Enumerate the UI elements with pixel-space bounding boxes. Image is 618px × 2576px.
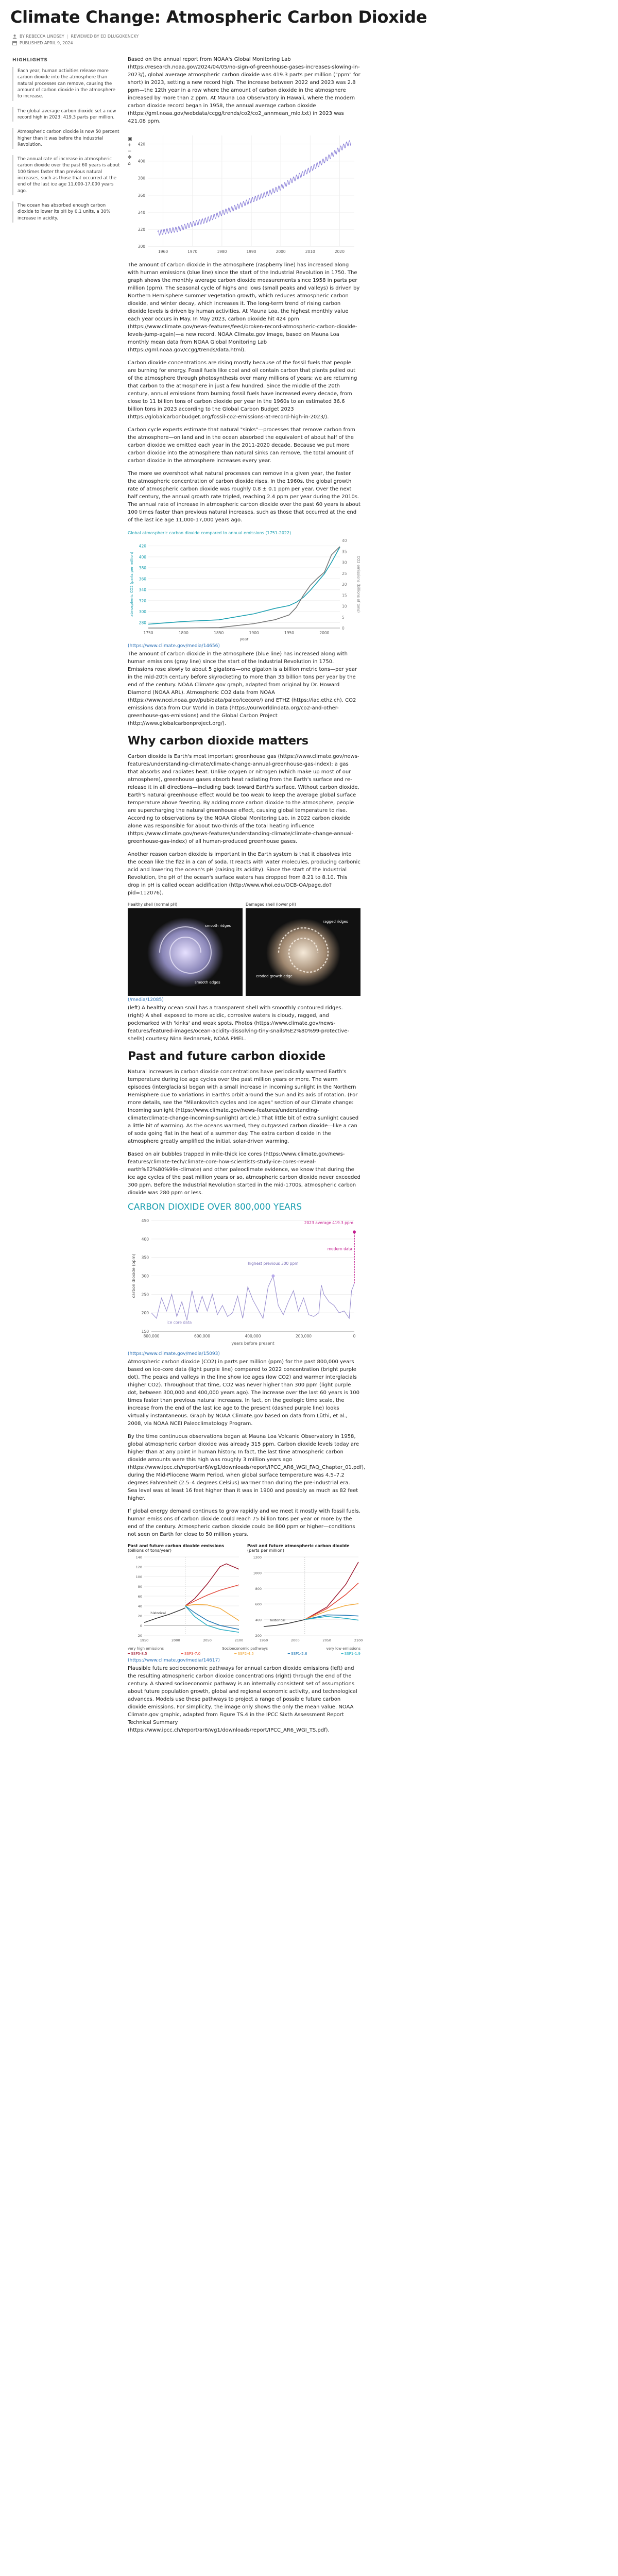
- section-heading: Past and future carbon dioxide: [128, 1050, 326, 1063]
- chart-toolbar: [128, 137, 135, 166]
- intro-paragraph: Based on the annual report from NOAA's Global Monitoring Lab (https://research.noaa.gov/2024/04/05/no-sign-of-greenhouse-gases-increases-slowing-in-2023/), global average atmospheric carbon dioxide was 419.3 parts per million ("ppm" for short) in 2023, setting a new record high. The increase between 2022 and 2023 was 2.8 ppm—the 12th year in a row where the amount of carbon dioxide in the atmosphere increased by more than 2 ppm. At Mauna Loa Observatory in Hawaii, where the modern carbon dioxide record began in 1958, the annual average carbon dioxide (https://gml.noaa.gov/webdata/ccgg/trends/co2/co2_annmean_mlo.txt) in 2023 was 421.08 ppm.: [128, 57, 360, 124]
- home-icon[interactable]: ⌂: [128, 161, 131, 166]
- y-tick-label: 200: [255, 1634, 262, 1638]
- article-body: [128, 56, 366, 1739]
- emissions-chart: [128, 529, 360, 641]
- x-tick-label: 1970: [187, 249, 198, 254]
- y-tick-label-left: 340: [139, 587, 146, 592]
- co2-monthly-line: [158, 141, 351, 235]
- date-row: [12, 41, 139, 45]
- y-axis-label-left: atmospheric CO2 (parts per million): [130, 552, 134, 617]
- highlight-item: The annual rate of increase in atmospheric carbon dioxide over the past 60 years is about 100 times faster than previous natural increases, such as those that occurred at the end of the last ice age 11,000-17,000 years ago.: [12, 155, 121, 195]
- previous-high-dot: [271, 1275, 274, 1278]
- calendar-icon: [12, 41, 17, 45]
- section-heading: Why carbon dioxide matters: [128, 735, 308, 748]
- y-axis-label-right: CO2 emissions (billions of tons): [356, 555, 360, 613]
- y-tick-label: 340: [138, 210, 145, 215]
- x-tick-label: 2050: [203, 1638, 212, 1642]
- figure-800k: [128, 1215, 360, 1349]
- scenario-legend-item: ━ SSP2-4.5: [234, 1652, 254, 1656]
- historical-line: [144, 1608, 185, 1623]
- x-tick-label: 1990: [246, 249, 256, 254]
- mauna-loa-chart: [128, 130, 360, 259]
- healthy-shell-image: [128, 908, 243, 996]
- paragraph: If global energy demand continues to grow rapidly and we meet it mostly with fossil fuels, human emissions of carbon dioxide could reach 75 billion tons per year or more by the end of the century. Atmospheric carbon dioxide could be 800 ppm or higher—conditions not seen on Earth for close to 50 million years.: [128, 1509, 360, 1537]
- x-tick-label: 2100: [354, 1638, 363, 1642]
- annotation-highest: highest previous 300 ppm: [248, 1261, 299, 1266]
- x-tick-label: 600,000: [194, 1334, 211, 1338]
- y-axis-label: carbon dioxide (ppm): [131, 1253, 136, 1298]
- photo-tag: eroded growth edge: [256, 974, 293, 978]
- y-tick-label: 120: [135, 1565, 142, 1569]
- pan-icon[interactable]: ✥: [128, 155, 132, 160]
- author[interactable]: BY REBECCA LINDSEY: [20, 34, 64, 39]
- legend-pathways: Socioeconomic pathways: [222, 1647, 268, 1651]
- x-tick-label: 1950: [284, 631, 295, 635]
- y-tick-label: 0: [140, 1624, 142, 1628]
- y-tick-label-left: 400: [139, 554, 146, 560]
- y-tick-label: 420: [138, 142, 145, 147]
- y-tick-label: 60: [138, 1595, 142, 1599]
- y-tick-label-right: 30: [342, 560, 347, 565]
- damaged-shell-image: [246, 908, 360, 996]
- scenario-line: [185, 1606, 239, 1632]
- x-tick-label: 400,000: [245, 1334, 261, 1338]
- scenario-legend-item: ━ SSP5-8.5: [128, 1652, 147, 1656]
- page-title: Climate Change: Atmospheric Carbon Dioxide: [10, 7, 427, 27]
- photo-tag: smooth edges: [195, 980, 220, 985]
- y-tick-label: 1200: [253, 1555, 262, 1560]
- y-tick-label-left: 280: [139, 620, 146, 625]
- historical-label: historical: [270, 1618, 285, 1622]
- y-tick-label: 350: [141, 1255, 149, 1260]
- x-axis-label: years before present: [231, 1341, 274, 1346]
- y-tick-label: 150: [141, 1329, 149, 1334]
- ssp-left-title: Past and future carbon dioxide emissions (billions of tons/year): [128, 1544, 225, 1553]
- x-tick-label: 2010: [305, 249, 315, 254]
- y-tick-label: -20: [136, 1634, 142, 1638]
- co2-800k-chart: [128, 1215, 360, 1349]
- annotation-2023: 2023 average 419.3 ppm: [304, 1221, 353, 1226]
- x-axis-label: year: [239, 637, 249, 641]
- highlights-heading: HIGHLIGHTS: [12, 58, 48, 63]
- x-tick-label: 2000: [171, 1638, 180, 1642]
- media-link[interactable]: (https://www.climate.gov/media/14617): [128, 1658, 220, 1663]
- zoom-in-icon[interactable]: +: [128, 143, 132, 148]
- paragraph: The more we overshoot what natural processes can remove in a given year, the faster the atmospheric concentration of carbon dioxide rises. In the 1960s, the global growth rate of atmospheric carbon dioxide was roughly 0.8 ± 0.1 ppm per year. Over the next half century, the annual growth rate tripled, reaching 2.4 ppm per year during the 2010s. The annual rate of increase in atmospheric carbon dioxide over the past 60 years is about 100 times faster than previous natural increases, such as those that occurred at the end of the last ice age 11,000-17,000 years ago.: [128, 471, 360, 523]
- author-row: [12, 34, 139, 39]
- figure-caption: The amount of carbon dioxide in the atmosphere (raspberry line) has increased along with human emissions (blue line) since the start of the Industrial Revolution in 1750. The graph shows the monthly average carbon dioxide measurements since 1958 in parts per million (ppm). The seasonal cycle of highs and lows (small peaks and valleys) is driven by Northern Hemisphere summer vegetation growth, which reduces atmospheric carbon dioxide, and winter decay, which increases it. The long-term trend of rising carbon dioxide levels is driven by human activities. At Mauna Loa, the highest monthly value each year occurs in May. In May 2023, carbon dioxide hit 424 ppm (https://www.climate.gov/news-features/feed/broken-record-atmospheric-carbon-dioxide-levels-jump-again)—a new record. NOAA Climate.gov image, based on Mauna Loa monthly mean data from NOAA Global Monitoring Lab (https://gml.noaa.gov/ccgg/trends/data.html).: [128, 262, 360, 353]
- highlight-item: Each year, human activities release more carbon dioxide into the atmosphere than natural processes can remove, causing the amount of carbon dioxide in the atmosphere to increase.: [12, 67, 121, 101]
- y-tick-label: 800: [255, 1586, 262, 1591]
- ssp-charts: [128, 1553, 363, 1646]
- photo-tag: ragged ridges: [323, 920, 348, 924]
- y-tick-label-right: 25: [342, 571, 347, 576]
- byline: [12, 34, 139, 47]
- y-tick-label: 80: [138, 1585, 142, 1589]
- highlight-item: The ocean has absorbed enough carbon dioxide to lower its pH by 0.1 units, a 30% increase in acidity.: [12, 201, 121, 223]
- scenario-legend-item: ━ SSP1-2.6: [287, 1652, 307, 1656]
- figure-caption: (left) A healthy ocean snail has a transparent shell with smoothly contoured ridges. (right) A shell exposed to more acidic, corrosive waters is cloudy, ragged, and pockmarked with 'kinks' and weak spots. Photos (https://www.climate.gov/news-features/featured-images/ocean-acidity-dissolving-tiny-snails%E2%80%99-protective-shells) courtesy Nina Bednarsek, NOAA PMEL.: [128, 1005, 349, 1042]
- paragraph: Another reason carbon dioxide is important in the Earth system is that it dissolves into the ocean like the fizz in a can of soda. It reacts with water molecules, producing carbonic acid and lowering the ocean's pH (raising its acidity). Since the start of the Industrial Revolution, the pH of the ocean's surface waters has dropped from 8.21 to 8.10. This drop in pH is called ocean acidification (http://www.whoi.edu/OCB-OA/page.do?pid=112076).: [128, 852, 360, 896]
- media-link[interactable]: (/media/12085): [128, 997, 164, 1003]
- y-tick-label: 1000: [253, 1571, 262, 1575]
- y-tick-label-right: 40: [342, 538, 347, 543]
- x-tick-label: 1900: [249, 631, 259, 635]
- paragraph: Natural increases in carbon dioxide concentrations have periodically warmed Earth's temperature during ice age cycles over the past million years or more. The warm episodes (interglacials) began with a small increase in incoming sunlight in the Northern Hemisphere due to variations in Earth's orbit around the Sun and its axis of rotation. (For more details, see the "Milankovitch cycles and ice ages" section of our Climate change: Incoming sunlight (https://www.climate.gov/news-features/understanding-climate/climate-change-incoming-sunlight) article.) That little bit of extra sunlight caused a little bit of warming. As the oceans warmed, they outgassed carbon dioxide—like a can of soda going flat in the heat of a summer day. The extra carbon dioxide in the atmosphere greatly amplified the initial, solar-driven warming.: [128, 1069, 359, 1144]
- user-icon: [12, 34, 17, 39]
- ssp-legend: [128, 1647, 360, 1651]
- paragraph: Based on air bubbles trapped in mile-thick ice cores (https://www.climate.gov/news-features/climate-tech/climate-core-how-scientists-study-ice-cores-reveal-earth%E2%80%99s-climate) and other paleoclimate evidence, we know that during the ice age cycles of the past million years or so, atmospheric carbon dioxide never exceeded 300 ppm. Before the Industrial Revolution started in the mid-1700s, atmospheric carbon dioxide was 280 ppm or less.: [128, 1151, 360, 1196]
- figure-caption: Plausible future socioeconomic pathways for annual carbon dioxide emissions (left) and the resulting atmospheric carbon dioxide concentrations (right) through the end of the century. A shared socioeconomic pathway is an internally consistent set of assumptions about future population growth, global and regional economic activity, and technological advances. Models use these pathways to project a range of possible future carbon dioxide emissions. For simplicity, the image only shows the only the mean value. NOAA Climate.gov graphic, adapted from Figure TS.4 in the IPCC Sixth Assessment Report Technical Summary (https://www.ipcc.ch/report/ar6/wg1/downloads/report/IPCC_AR6_WGI_TS.pdf).: [128, 1666, 357, 1733]
- ssp-right-title: Past and future atmospheric carbon dioxide (parts per million): [247, 1544, 350, 1553]
- reviewer[interactable]: REVIEWED BY ED DLUGOKENCKY: [71, 34, 139, 39]
- scenario-line: [185, 1604, 239, 1620]
- y-tick-label: 200: [141, 1311, 149, 1316]
- y-tick-label-right: 20: [342, 582, 347, 587]
- y-tick-label-left: 320: [139, 598, 146, 603]
- highlights-sidebar: [12, 58, 121, 229]
- scenario-line: [185, 1606, 239, 1630]
- legend-very-high: very high emissions: [128, 1647, 164, 1651]
- figure-title: CARBON DIOXIDE OVER 800,000 YEARS: [128, 1202, 302, 1212]
- x-tick-label: 1800: [178, 631, 188, 635]
- byline-separator: |: [66, 34, 68, 39]
- x-tick-label: 1750: [143, 631, 153, 635]
- y-tick-label: 20: [138, 1614, 142, 1618]
- x-tick-label: 1960: [158, 249, 168, 254]
- series-line-left: [148, 547, 340, 624]
- x-tick-label: 800,000: [143, 1334, 160, 1338]
- highlight-item: The global average carbon dioxide set a new record high in 2023: 419.3 parts per million.: [12, 107, 121, 122]
- x-tick-label: 2020: [334, 249, 345, 254]
- media-link[interactable]: (https://www.climate.gov/media/15093): [128, 1351, 220, 1357]
- paragraph: Carbon dioxide is Earth's most important greenhouse gas (https://www.climate.gov/news-features/understanding-climate/climate-change-annual-greenhouse-gas-index): a gas that absorbs and radiates heat. Unlike oxygen or nitrogen (which make up most of our atmosphere), greenhouse gases absorb heat radiating from the Earth's surface and re-release it in all directions—including back toward Earth's surface. Without carbon dioxide, Earth's natural greenhouse effect would be too weak to keep the average global surface temperature above freezing. By adding more carbon dioxide to the atmosphere, people are supercharging the natural greenhouse effect, causing global temperature to rise. According to observations by the NOAA Global Monitoring Lab, in 2022 carbon dioxide alone was responsible for about two-thirds of the total heating influence (https://www.climate.gov/news-features/understanding-climate/climate-change-annual-greenhouse-gas-index) of all human-produced greenhouse gases.: [128, 754, 359, 844]
- y-tick-label: 300: [138, 244, 145, 249]
- legend-very-low: very low emissions: [326, 1647, 360, 1651]
- y-tick-label: 300: [141, 1274, 149, 1279]
- figure-ssp: [128, 1544, 363, 1656]
- y-tick-label: 320: [138, 227, 145, 232]
- media-link[interactable]: (https://www.climate.gov/media/14656): [128, 643, 220, 649]
- ice-core-line: [151, 1276, 354, 1320]
- photo-label: Healthy shell (normal pH): [128, 902, 178, 907]
- y-tick-label: 450: [141, 1218, 149, 1223]
- historical-label: historical: [150, 1611, 166, 1615]
- x-tick-label: 200,000: [295, 1334, 312, 1338]
- figure-caption: The amount of carbon dioxide in the atmosphere (blue line) has increased along with human emissions (gray line) since the start of the Industrial Revolution in 1750. Emissions rose slowly to about 5 gigatons—one gigaton is a billion metric tons—per year in the mid-20th century before skyrocketing to more than 35 billion tons per year by the end of the century. NOAA Climate.gov graph, adapted from original by Dr. Howard Diamond (NOAA ARL). Atmospheric CO2 data from NOAA (https://www.ncei.noaa.gov/pub/data/paleo/icecore/) and ETHZ (https://iac.ethz.ch). CO2 emissions data from Our World in Data (https://ourworldindata.org/co2-and-other-greenhouse-gas-emissions) and the Global Carbon Project (http://www.globalcarbonproject.org/).: [128, 651, 357, 726]
- figure-emissions: [128, 529, 360, 641]
- camera-icon[interactable]: ▣: [128, 137, 132, 142]
- scenario-legend-item: ━ SSP3-7.0: [181, 1652, 201, 1656]
- y-tick-label-left: 420: [139, 544, 146, 549]
- x-tick-label: 1850: [214, 631, 224, 635]
- y-tick-label-right: 5: [342, 615, 345, 620]
- annotation-ice-core: ice core data: [166, 1320, 192, 1325]
- photo-label: Damaged shell (lower pH): [246, 902, 296, 907]
- photo-damaged-shell: [246, 902, 360, 996]
- y-tick-label-right: 10: [342, 604, 347, 609]
- x-tick-label: 1950: [259, 1638, 268, 1642]
- y-tick-label: 40: [138, 1604, 142, 1608]
- y-tick-label-right: 0: [342, 626, 345, 631]
- paragraph: Carbon cycle experts estimate that natural "sinks"—processes that remove carbon from the atmosphere—on land and in the ocean absorbed the equivalent of about half of the carbon dioxide we emitted each year in the 2011-2020 decade. Because we put more carbon dioxide into the atmosphere than natural sinks can remove, the total amount of carbon dioxide in the atmosphere increases every year.: [128, 427, 355, 464]
- x-tick-label: 1980: [217, 249, 227, 254]
- y-tick-label: 250: [141, 1292, 149, 1297]
- scenario-line: [185, 1585, 239, 1606]
- shell-photos: [128, 902, 360, 996]
- scenario-legend-item: ━ SSP1-1.9: [341, 1652, 360, 1656]
- x-tick-label: 0: [353, 1334, 356, 1338]
- y-tick-label: 400: [141, 1236, 149, 1242]
- y-tick-label: 140: [135, 1555, 142, 1560]
- figure-mauna-loa: [128, 130, 360, 259]
- ssp-titles: [128, 1544, 360, 1553]
- x-tick-label: 2000: [291, 1638, 300, 1642]
- x-tick-label: 2050: [322, 1638, 331, 1642]
- y-tick-label-left: 300: [139, 609, 146, 615]
- current-value-dot: [353, 1230, 356, 1233]
- shell-icon: [128, 908, 243, 996]
- x-tick-label: 2000: [276, 249, 286, 254]
- scenario-line: [185, 1564, 239, 1606]
- annotation-modern: modern data: [327, 1246, 352, 1251]
- zoom-out-icon[interactable]: −: [128, 149, 132, 154]
- y-tick-label-right: 15: [342, 593, 347, 598]
- figure-caption: Atmospheric carbon dioxide (CO2) in parts per million (ppm) for the past 800,000 years based on ice-core data (light purple line) compared to 2022 concentration (bright purple dot). The peaks and valleys in the line show ice ages (low CO2) and warmer interglacials (higher CO2). Throughout that time, CO2 was never higher than 300 ppm (light purple dot, between 300,000 and 400,000 years ago). The increase over the last 60 years is 100 times faster than previous natural increases. In fact, on the geologic time scale, the increase from the end of the last ice age to the present (dashed purple line) looks virtually instantaneous. Graph by NOAA Climate.gov based on data from Lüthi, et al., 2008, via NOAA NCEI Paleoclimatology Program.: [128, 1359, 360, 1427]
- x-tick-label: 2000: [319, 631, 330, 635]
- y-tick-label-left: 380: [139, 566, 146, 571]
- x-tick-label: 1950: [140, 1638, 149, 1642]
- photo-tag: smooth ridges: [205, 924, 231, 928]
- y-tick-label: 380: [138, 176, 145, 181]
- y-tick-label-right: 35: [342, 549, 347, 554]
- paragraph: By the time continuous observations began at Mauna Loa Volcanic Observatory in 1958, global atmospheric carbon dioxide was already 315 ppm. Carbon dioxide levels today are higher than at any point in human history. In fact, the last time atmospheric carbon dioxide amounts were this high was roughly 3 million years ago (https://www.ipcc.ch/report/ar6/wg1/downloads/report/IPCC_AR6_WGI_FAQ_Chapter_01.pdf), during the Mid-Pliocene Warm Period, when global surface temperature was 4.5–7.2 degrees Fahrenheit (2.5–4 degrees Celsius) warmer than during the pre-industrial era. Sea level was at least 16 feet higher than it was in 1900 and possibly as much as 82 feet higher.: [128, 1434, 366, 1501]
- highlight-item: Atmospheric carbon dioxide is now 50 percent higher than it was before the Industrial Revolution.: [12, 128, 121, 149]
- y-tick-label-left: 360: [139, 577, 146, 582]
- y-tick-label: 600: [255, 1602, 262, 1607]
- photo-healthy-shell: [128, 902, 243, 996]
- chart-title: Global atmospheric carbon dioxide compared to annual emissions (1751-2022): [128, 531, 291, 535]
- y-tick-label: 400: [138, 159, 145, 164]
- y-tick-label: 360: [138, 193, 145, 198]
- y-tick-label: 100: [135, 1575, 142, 1579]
- paragraph: Carbon dioxide concentrations are rising mostly because of the fossil fuels that people are burning for energy. Fossil fuels like coal and oil contain carbon that plants pulled out of the atmosphere through photosynthesis over many millions of years; we are returning that carbon to the atmosphere in just a few hundred. Since the middle of the 20th century, annual emissions from burning fossil fuels have increased every decade, from close to 11 billion tons of carbon dioxide per year in the 1960s to an estimated 36.6 billion tons in 2023 according to the Global Carbon Budget 2023 (https://globalcarbonbudget.org/fossil-co2-emissions-at-record-high-in-2023/).: [128, 360, 357, 420]
- published-date: PUBLISHED APRIL 9, 2024: [20, 41, 73, 45]
- ssp-legend-items: [128, 1652, 360, 1656]
- y-tick-label: 400: [255, 1618, 262, 1622]
- x-tick-label: 2100: [234, 1638, 244, 1642]
